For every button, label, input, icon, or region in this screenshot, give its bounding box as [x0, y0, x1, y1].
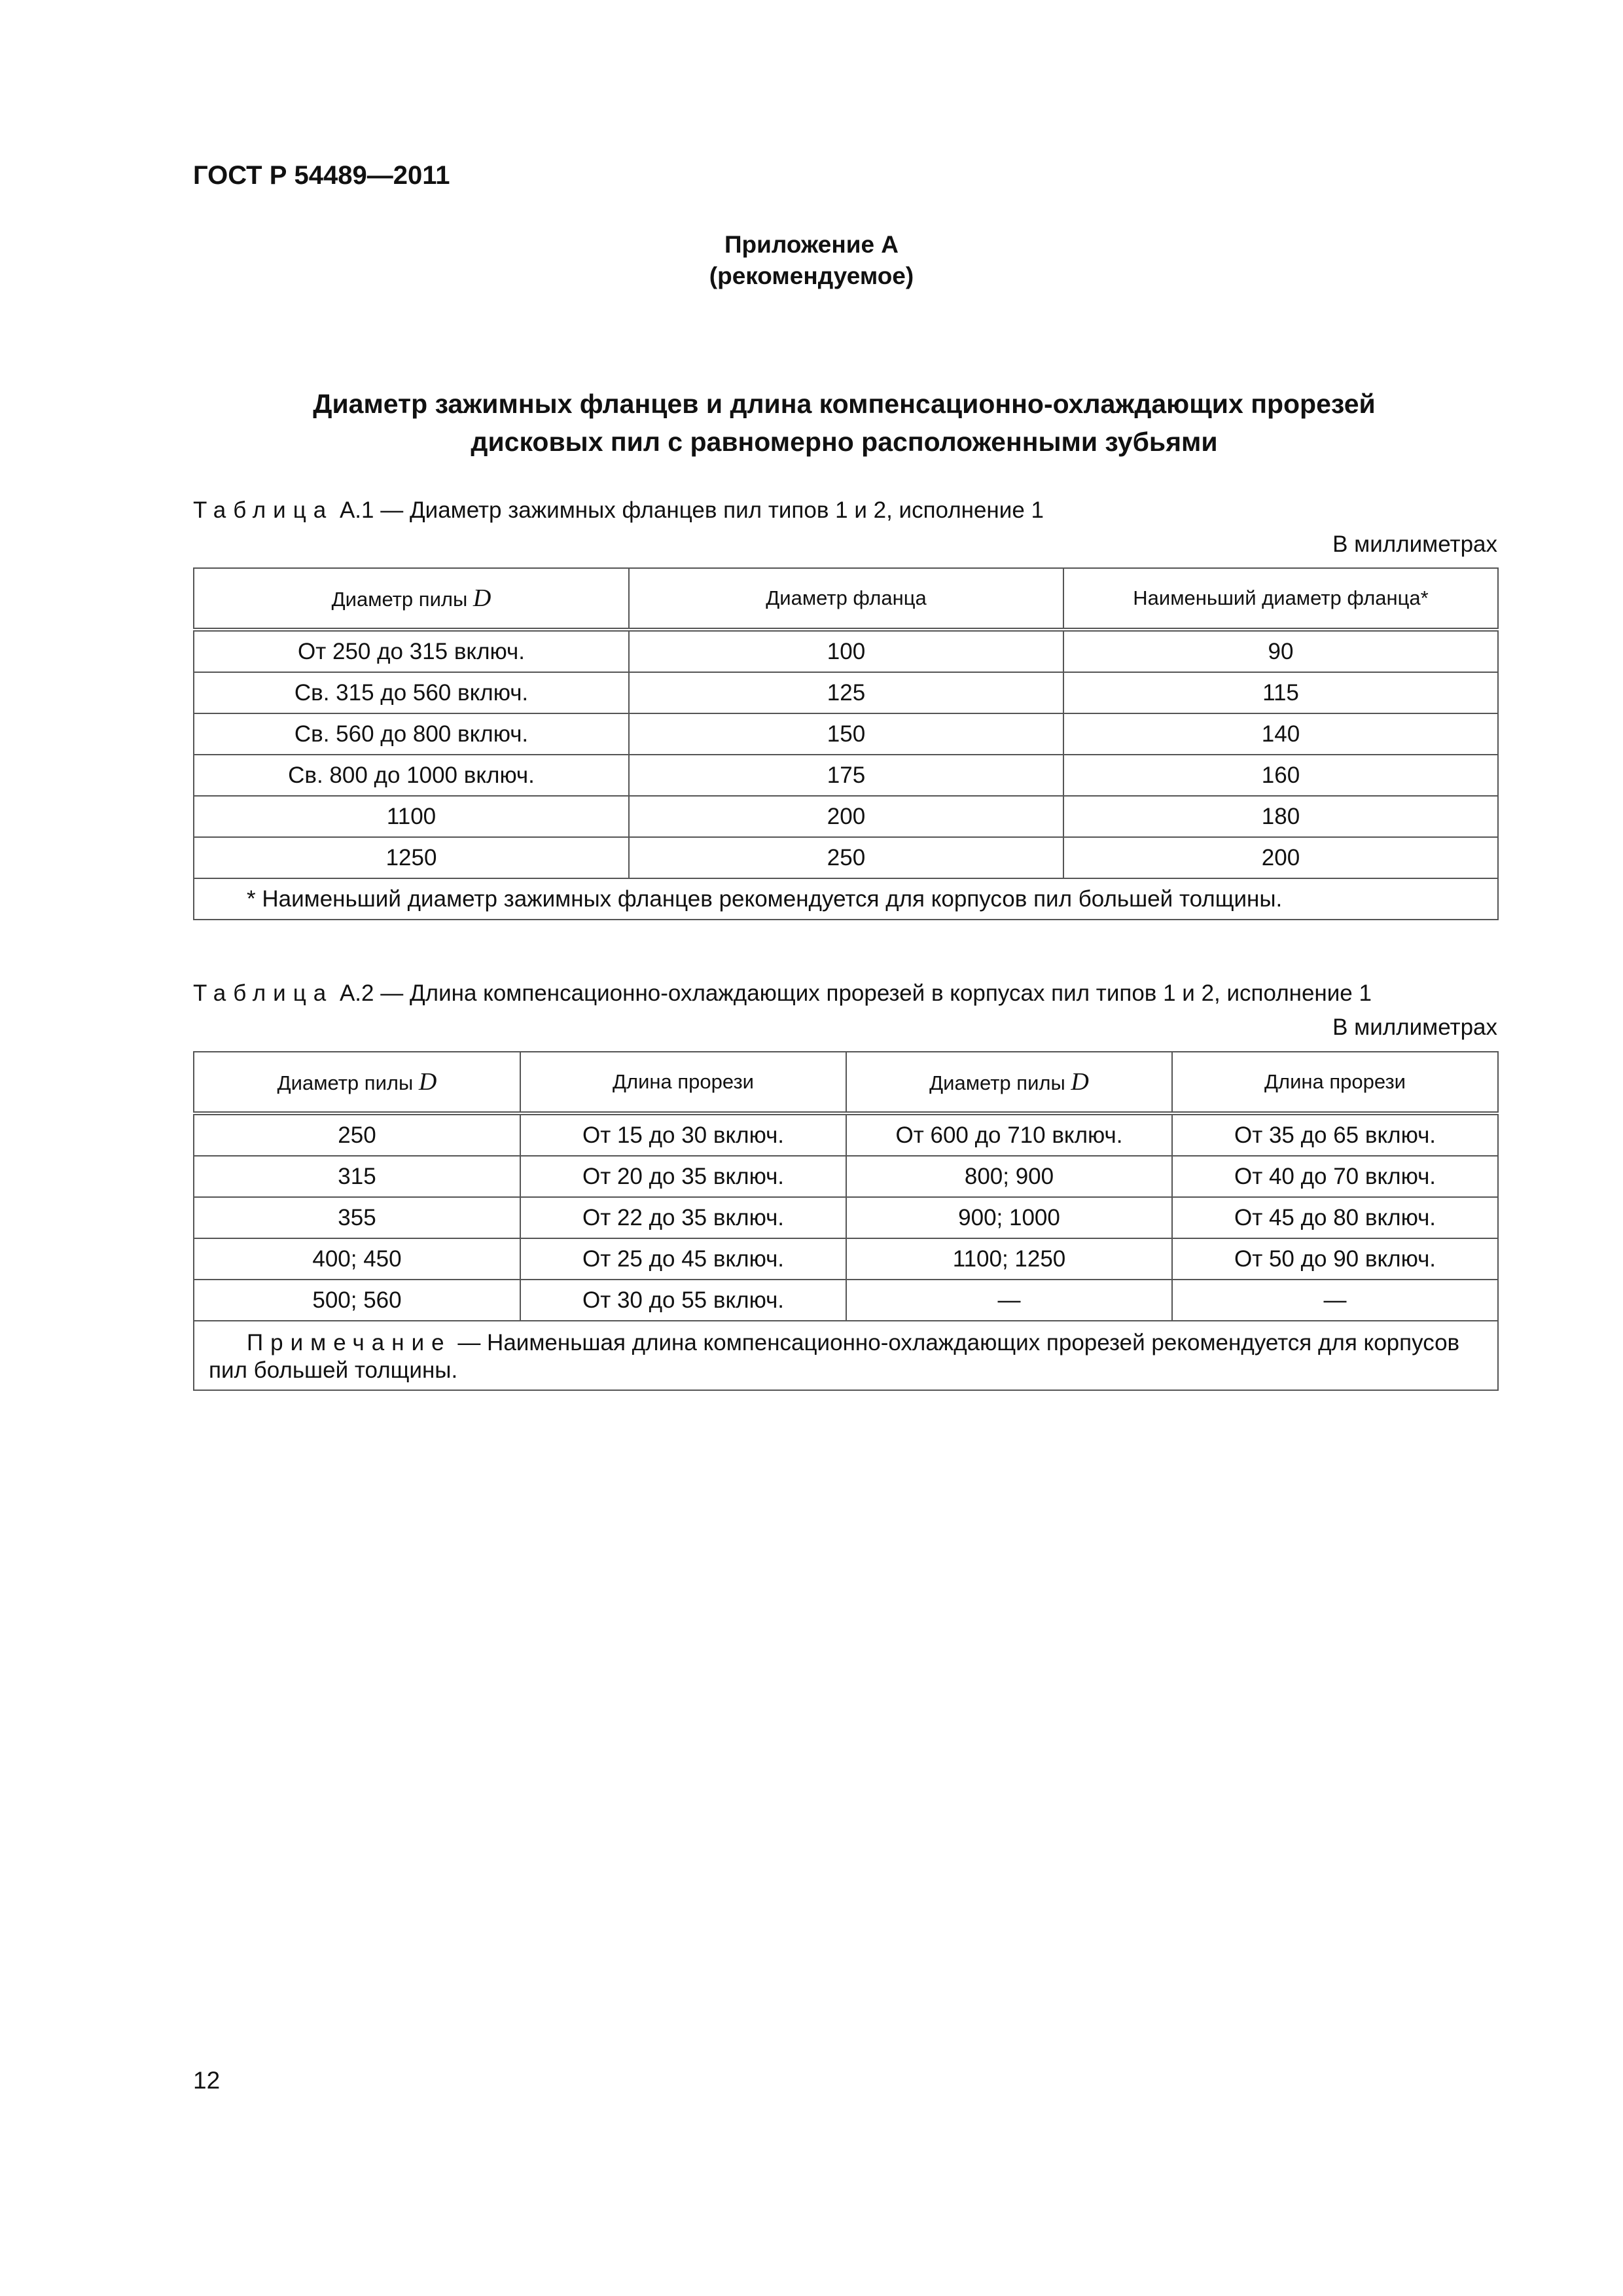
table-row [194, 1197, 1498, 1238]
table1-header-min-flange-diameter: Наименьший диаметр фланца* [1063, 568, 1498, 630]
table1-header-saw-diameter: Диаметр пилы D [194, 568, 629, 630]
table1-caption [193, 497, 1044, 524]
document-id: ГОСТ Р 54489—2011 [193, 161, 450, 190]
table-cell: 1250 [194, 837, 629, 878]
table1-header-flange-diameter: Диаметр фланца [629, 568, 1063, 630]
table-cell: Св. 560 до 800 включ. [194, 713, 629, 755]
table2-header-row [194, 1052, 1498, 1113]
table1-header-row [194, 568, 1498, 630]
table-cell: От 250 до 315 включ. [194, 630, 629, 672]
table-cell: Св. 315 до 560 включ. [194, 672, 629, 713]
table-cell: 160 [1063, 755, 1498, 796]
table-cell: 355 [194, 1197, 520, 1238]
table2-units: В миллиметрах [1332, 1014, 1497, 1040]
title-line-2: дисковых пил с равномерно расположенными зубьями [471, 427, 1218, 457]
table1-caption-text: А.1 — Диаметр зажимных фланцев пил типов 1 и 2, исполнение 1 [333, 497, 1044, 523]
table1 [193, 567, 1499, 920]
diameter-symbol: D [473, 584, 491, 612]
table1-footnote: * Наименьший диаметр зажимных фланцев рекомендуется для корпусов пил большей толщины. [194, 878, 1498, 920]
table-row [194, 1280, 1498, 1321]
table-cell: 1100; 1250 [846, 1238, 1172, 1280]
table-cell: 400; 450 [194, 1238, 520, 1280]
table2-note-word: Примечание [247, 1330, 452, 1355]
table-cell: 100 [629, 630, 1063, 672]
table-row [194, 713, 1498, 755]
table-cell: 315 [194, 1156, 520, 1197]
table-row [194, 837, 1498, 878]
table-row [194, 1238, 1498, 1280]
table2 [193, 1051, 1499, 1391]
table-cell: От 45 до 80 включ. [1172, 1197, 1498, 1238]
table-cell: От 40 до 70 включ. [1172, 1156, 1498, 1197]
table-cell: От 30 до 55 включ. [520, 1280, 846, 1321]
table-cell: 250 [194, 1113, 520, 1156]
title-line-1: Диаметр зажимных фланцев и длина компенсационно-охлаждающих прорезей [313, 389, 1376, 419]
table-cell: — [846, 1280, 1172, 1321]
table-cell: 180 [1063, 796, 1498, 837]
table-cell: 250 [629, 837, 1063, 878]
table-cell: 900; 1000 [846, 1197, 1172, 1238]
table-cell: 200 [629, 796, 1063, 837]
diameter-symbol: D [1071, 1068, 1089, 1096]
table2-header-slot-length: Длина прорези [520, 1052, 846, 1113]
table-cell: 175 [629, 755, 1063, 796]
table-cell: От 15 до 30 включ. [520, 1113, 846, 1156]
table2-note-text: — Наименьшая длина компенсационно-охлаждающих прорезей рекомендуется для корпусов пил большей толщины. [209, 1330, 1460, 1383]
table-cell: От 600 до 710 включ. [846, 1113, 1172, 1156]
table-cell: От 22 до 35 включ. [520, 1197, 846, 1238]
diameter-symbol: D [418, 1068, 437, 1096]
table-row [194, 1156, 1498, 1197]
table-cell: 140 [1063, 713, 1498, 755]
table1-caption-word: Таблица [193, 497, 334, 523]
table-row [194, 755, 1498, 796]
table1-footnote-row [194, 878, 1498, 920]
table-row [194, 1113, 1498, 1156]
table-cell: 90 [1063, 630, 1498, 672]
table-cell: От 50 до 90 включ. [1172, 1238, 1498, 1280]
appendix-label: Приложение А [724, 231, 899, 258]
table-cell: 115 [1063, 672, 1498, 713]
appendix-heading [0, 229, 1623, 292]
table2-caption-word: Таблица [193, 980, 334, 1006]
table-cell: 500; 560 [194, 1280, 520, 1321]
table-cell: — [1172, 1280, 1498, 1321]
appendix-title [236, 385, 1453, 461]
appendix-status: (рекомендуемое) [709, 262, 914, 289]
table2-header-slot-length-2: Длина прорези [1172, 1052, 1498, 1113]
table-cell: От 20 до 35 включ. [520, 1156, 846, 1197]
table2-caption-text: А.2 — Длина компенсационно-охлаждающих прорезей в корпусах пил типов 1 и 2, исполнение 1 [333, 980, 1372, 1006]
table2-note [194, 1321, 1498, 1390]
page-number: 12 [193, 2067, 221, 2094]
table-cell: 150 [629, 713, 1063, 755]
table-cell: 200 [1063, 837, 1498, 878]
table-cell: От 25 до 45 включ. [520, 1238, 846, 1280]
table-cell: От 35 до 65 включ. [1172, 1113, 1498, 1156]
table2-header-saw-diameter: Диаметр пилы D [194, 1052, 520, 1113]
table-cell: Св. 800 до 1000 включ. [194, 755, 629, 796]
table-cell: 125 [629, 672, 1063, 713]
table-cell: 800; 900 [846, 1156, 1172, 1197]
table2-caption [193, 980, 1372, 1007]
table2-header-saw-diameter-2: Диаметр пилы D [846, 1052, 1172, 1113]
table1-units: В миллиметрах [1332, 531, 1497, 557]
table-row [194, 672, 1498, 713]
table-row [194, 630, 1498, 672]
table-cell: 1100 [194, 796, 629, 837]
table-row [194, 796, 1498, 837]
table2-note-row [194, 1321, 1498, 1390]
